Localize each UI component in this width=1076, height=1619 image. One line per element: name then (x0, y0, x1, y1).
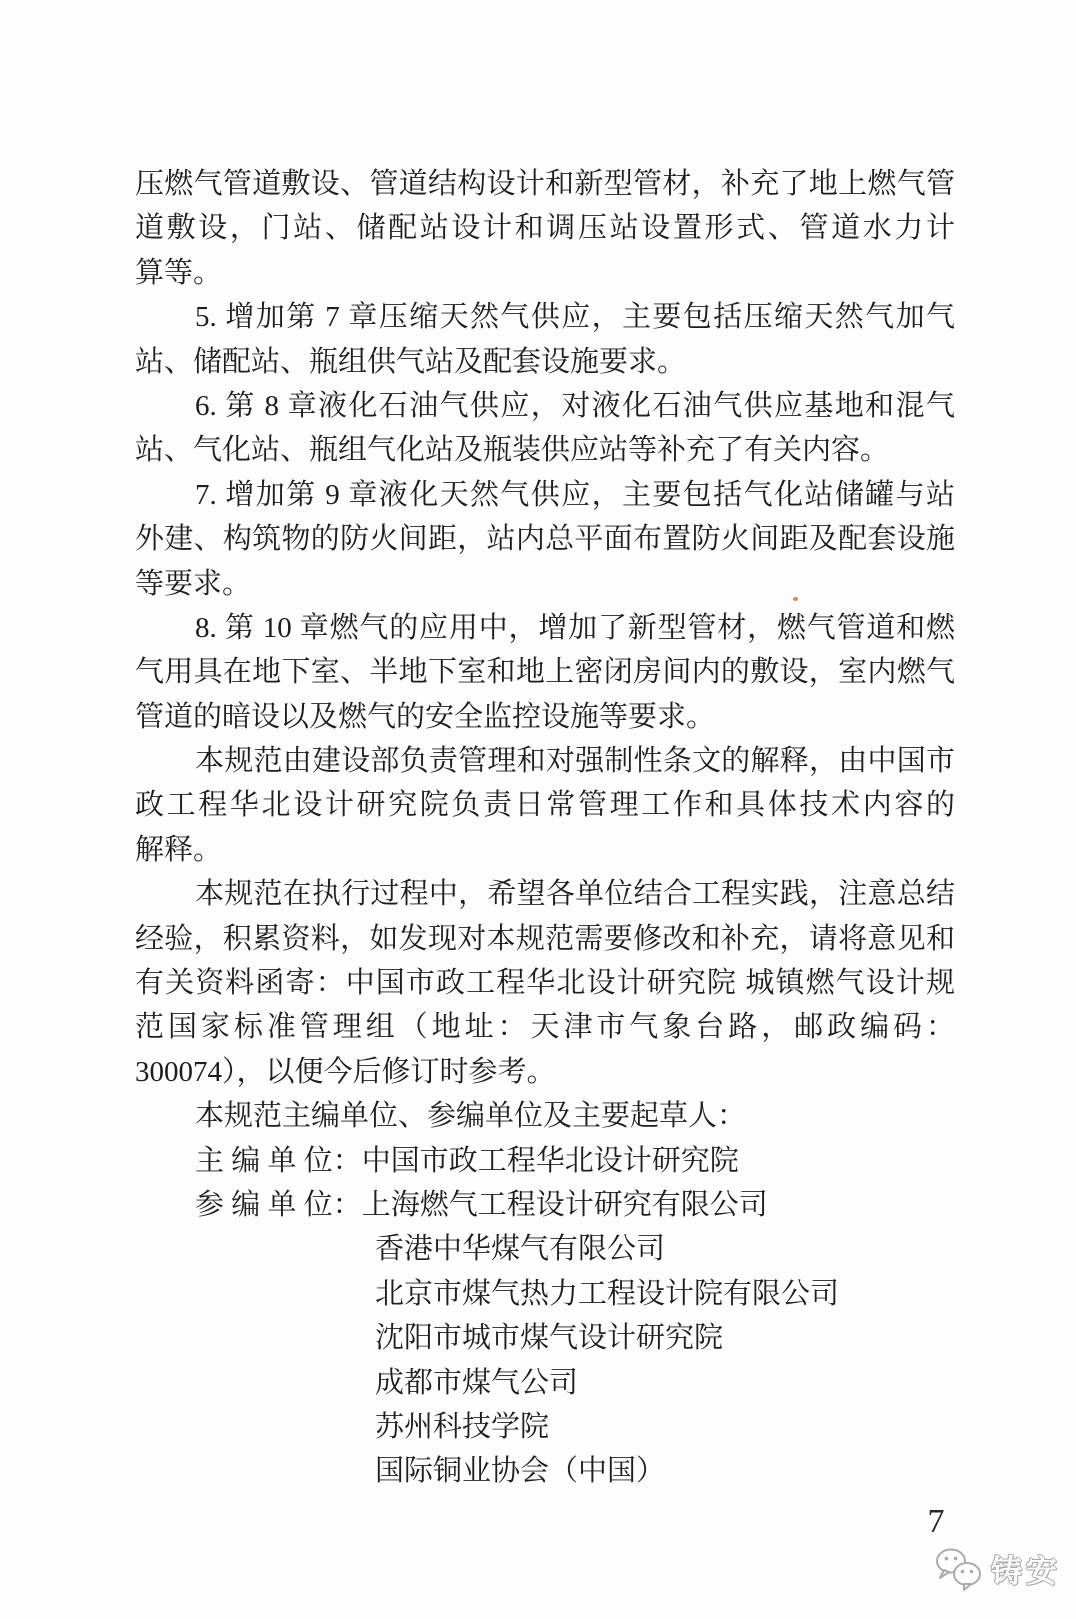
text-line: 外建、构筑物的防火间距，站内总平面布置防火间距及配套设施 (135, 523, 955, 556)
text-line: 压燃气管道敷设、管道结构设计和新型管材，补充了地上燃气管 (135, 168, 955, 200)
text-line: 道敷设，门站、储配站设计和调压站设置形式、管道水力计 (135, 212, 955, 245)
text-line: 本规范主编单位、参编单位及主要起草人： (195, 1100, 747, 1133)
text-line: 7. 增加第 9 章液化天然气供应，主要包括气化站储罐与站 (195, 478, 955, 511)
text-line: 站、储配站、瓶组供气站及配套设施要求。 (135, 345, 687, 378)
wechat-icon (934, 1547, 984, 1591)
text-line: 6. 第 8 章液化石油气供应，对液化石油气供应基地和混气 (195, 389, 955, 422)
text-line: 香港中华煤气有限公司 (375, 1233, 666, 1266)
watermark-text: 铸安 (991, 1554, 1061, 1589)
text-line: 政工程华北设计研究院负责日常管理工作和具体技术内容的 (135, 789, 955, 822)
text-line: 范国家标准管理组（地址：天津市气象台路，邮政编码： (135, 1011, 955, 1044)
text-line: 5. 增加第 7 章压缩天然气供应，主要包括压缩天然气加气 (195, 301, 955, 334)
scan-speck (793, 597, 798, 601)
document-body (135, 162, 955, 1494)
text-line: 沈阳市城市煤气设计研究院 (375, 1322, 724, 1355)
text-line: 本规范在执行过程中，希望各单位结合工程实践，注意总结 (195, 878, 955, 911)
text-line: 经验，积累资料，如发现对本规范需要修改和补充，请将意见和 (135, 922, 955, 955)
text-line: 气用具在地下室、半地下室和地上密闭房间内的敷设，室内燃气 (135, 656, 955, 689)
text-line: 北京市煤气热力工程设计院有限公司 (375, 1277, 840, 1310)
text-line: 苏州科技学院 (375, 1410, 550, 1443)
text-line: 管道的暗设以及燃气的安全监控设施等要求。 (135, 700, 716, 733)
text-line: 8. 第 10 章燃气的应用中，增加了新型管材，燃气管道和燃 (195, 611, 955, 644)
text-line: 等要求。 (135, 567, 252, 600)
text-line: 参 编 单 位：上海燃气工程设计研究有限公司 (195, 1188, 768, 1221)
text-line: 站、气化站、瓶组气化站及瓶装供应站等补充了有关内容。 (135, 434, 890, 467)
text-line: 国际铜业协会（中国） (375, 1455, 666, 1488)
text-line: 主 编 单 位：中国市政工程华北设计研究院 (195, 1144, 739, 1177)
page-number: 7 (927, 1503, 945, 1540)
text-line: 解释。 (135, 833, 223, 866)
text-line: 300074），以便今后修订时参考。 (135, 1055, 556, 1088)
text-line: 本规范由建设部负责管理和对强制性条文的解释，由中国市 (195, 745, 955, 778)
text-line: 算等。 (135, 256, 223, 289)
watermark (934, 1546, 1061, 1591)
text-line: 成都市煤气公司 (375, 1366, 579, 1399)
text-line: 有关资料函寄：中国市政工程华北设计研究院 城镇燃气设计规 (135, 967, 955, 1000)
